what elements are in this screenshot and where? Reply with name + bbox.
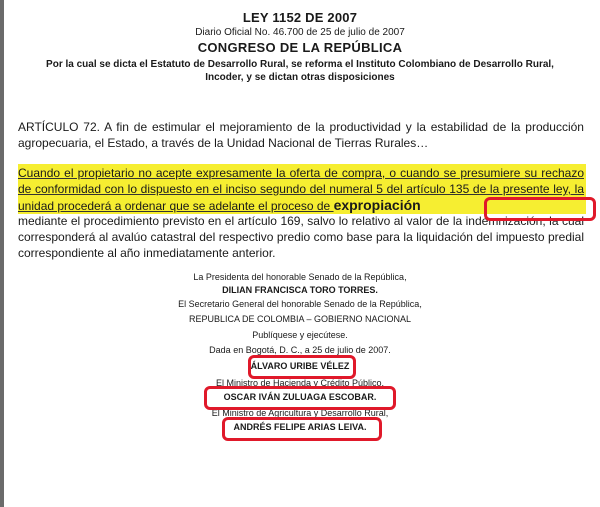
red-box-hacienda — [204, 386, 396, 410]
publiquese-line: Publíquese y ejecútese. — [252, 330, 348, 340]
senado-name: DILIAN FRANCISCA TORO TORRES. — [222, 285, 378, 295]
hacienda-role: El Ministro de Hacienda y Crédito Público, — [215, 378, 385, 388]
secretario-role: El Secretario General del honorable Senado de la República, — [178, 299, 422, 309]
agricultura-name: ANDRÉS FELIPE ARIAS LEIVA. — [233, 422, 367, 432]
article-label: ARTÍCULO 72. — [18, 120, 100, 134]
article-intro — [18, 119, 584, 151]
law-subtitle-line-2: Incoder, y se dictan otras disposiciones — [205, 72, 395, 83]
red-box-expropiacion — [484, 197, 596, 221]
highlighted-text: Cuando el propietario no acepte expresamente la oferta de compra, o cuando se presumiere su rechazo de conformidad con lo dispuesto en el inciso segundo del numeral 5 del artículo 135 de la presente ley, la unidad procederá a ordenar que se adelante el proceso de — [18, 166, 584, 213]
senado-role: La Presidenta del honorable Senado de la República, — [193, 272, 407, 282]
congreso-heading: CONGRESO DE LA REPÚBLICA — [197, 40, 403, 55]
dada-line: Dada en Bogotá, D. C., a 25 de julio de 2007. — [209, 345, 391, 355]
agricultura-role: El Ministro de Agricultura y Desarrollo Rural, — [211, 408, 389, 418]
law-subtitle — [18, 58, 582, 84]
article-continuation: mediante el procedimiento previsto en el artículo 169, salvo lo relativo al valor de la indemnización, la cual corresponderá al avalúo catastral del respectivo predio como base para la liquidación del impuesto predial correspondiente al año inmediatamente anterior. — [18, 214, 584, 260]
article-intro-text: A fin de estimular el mejoramiento de la productividad y la estabilidad de la producción agropecuaria, el Estado, a través de la Unidad Nacional de Tierras Rurales… — [18, 120, 584, 150]
red-box-presidente — [248, 355, 356, 379]
law-subtitle-line-1: Por la cual se dicta el Estatuto de Desarrollo Rural, se reforma el Instituto Colombiano de Desarrollo Rural, — [46, 59, 554, 70]
expropiacion-keyword: expropiación — [333, 197, 421, 213]
law-title: LEY 1152 DE 2007 — [242, 10, 358, 25]
gobierno-line: REPUBLICA DE COLOMBIA – GOBIERNO NACIONAL — [188, 314, 412, 324]
diario-oficial-line: Diario Oficial No. 46.700 de 25 de julio de 2007 — [195, 27, 405, 38]
hacienda-name: OSCAR IVÁN ZULUAGA ESCOBAR. — [223, 392, 377, 402]
presidente-name: ÁLVARO URIBE VÉLEZ — [250, 361, 350, 371]
red-box-agricultura — [222, 417, 382, 441]
